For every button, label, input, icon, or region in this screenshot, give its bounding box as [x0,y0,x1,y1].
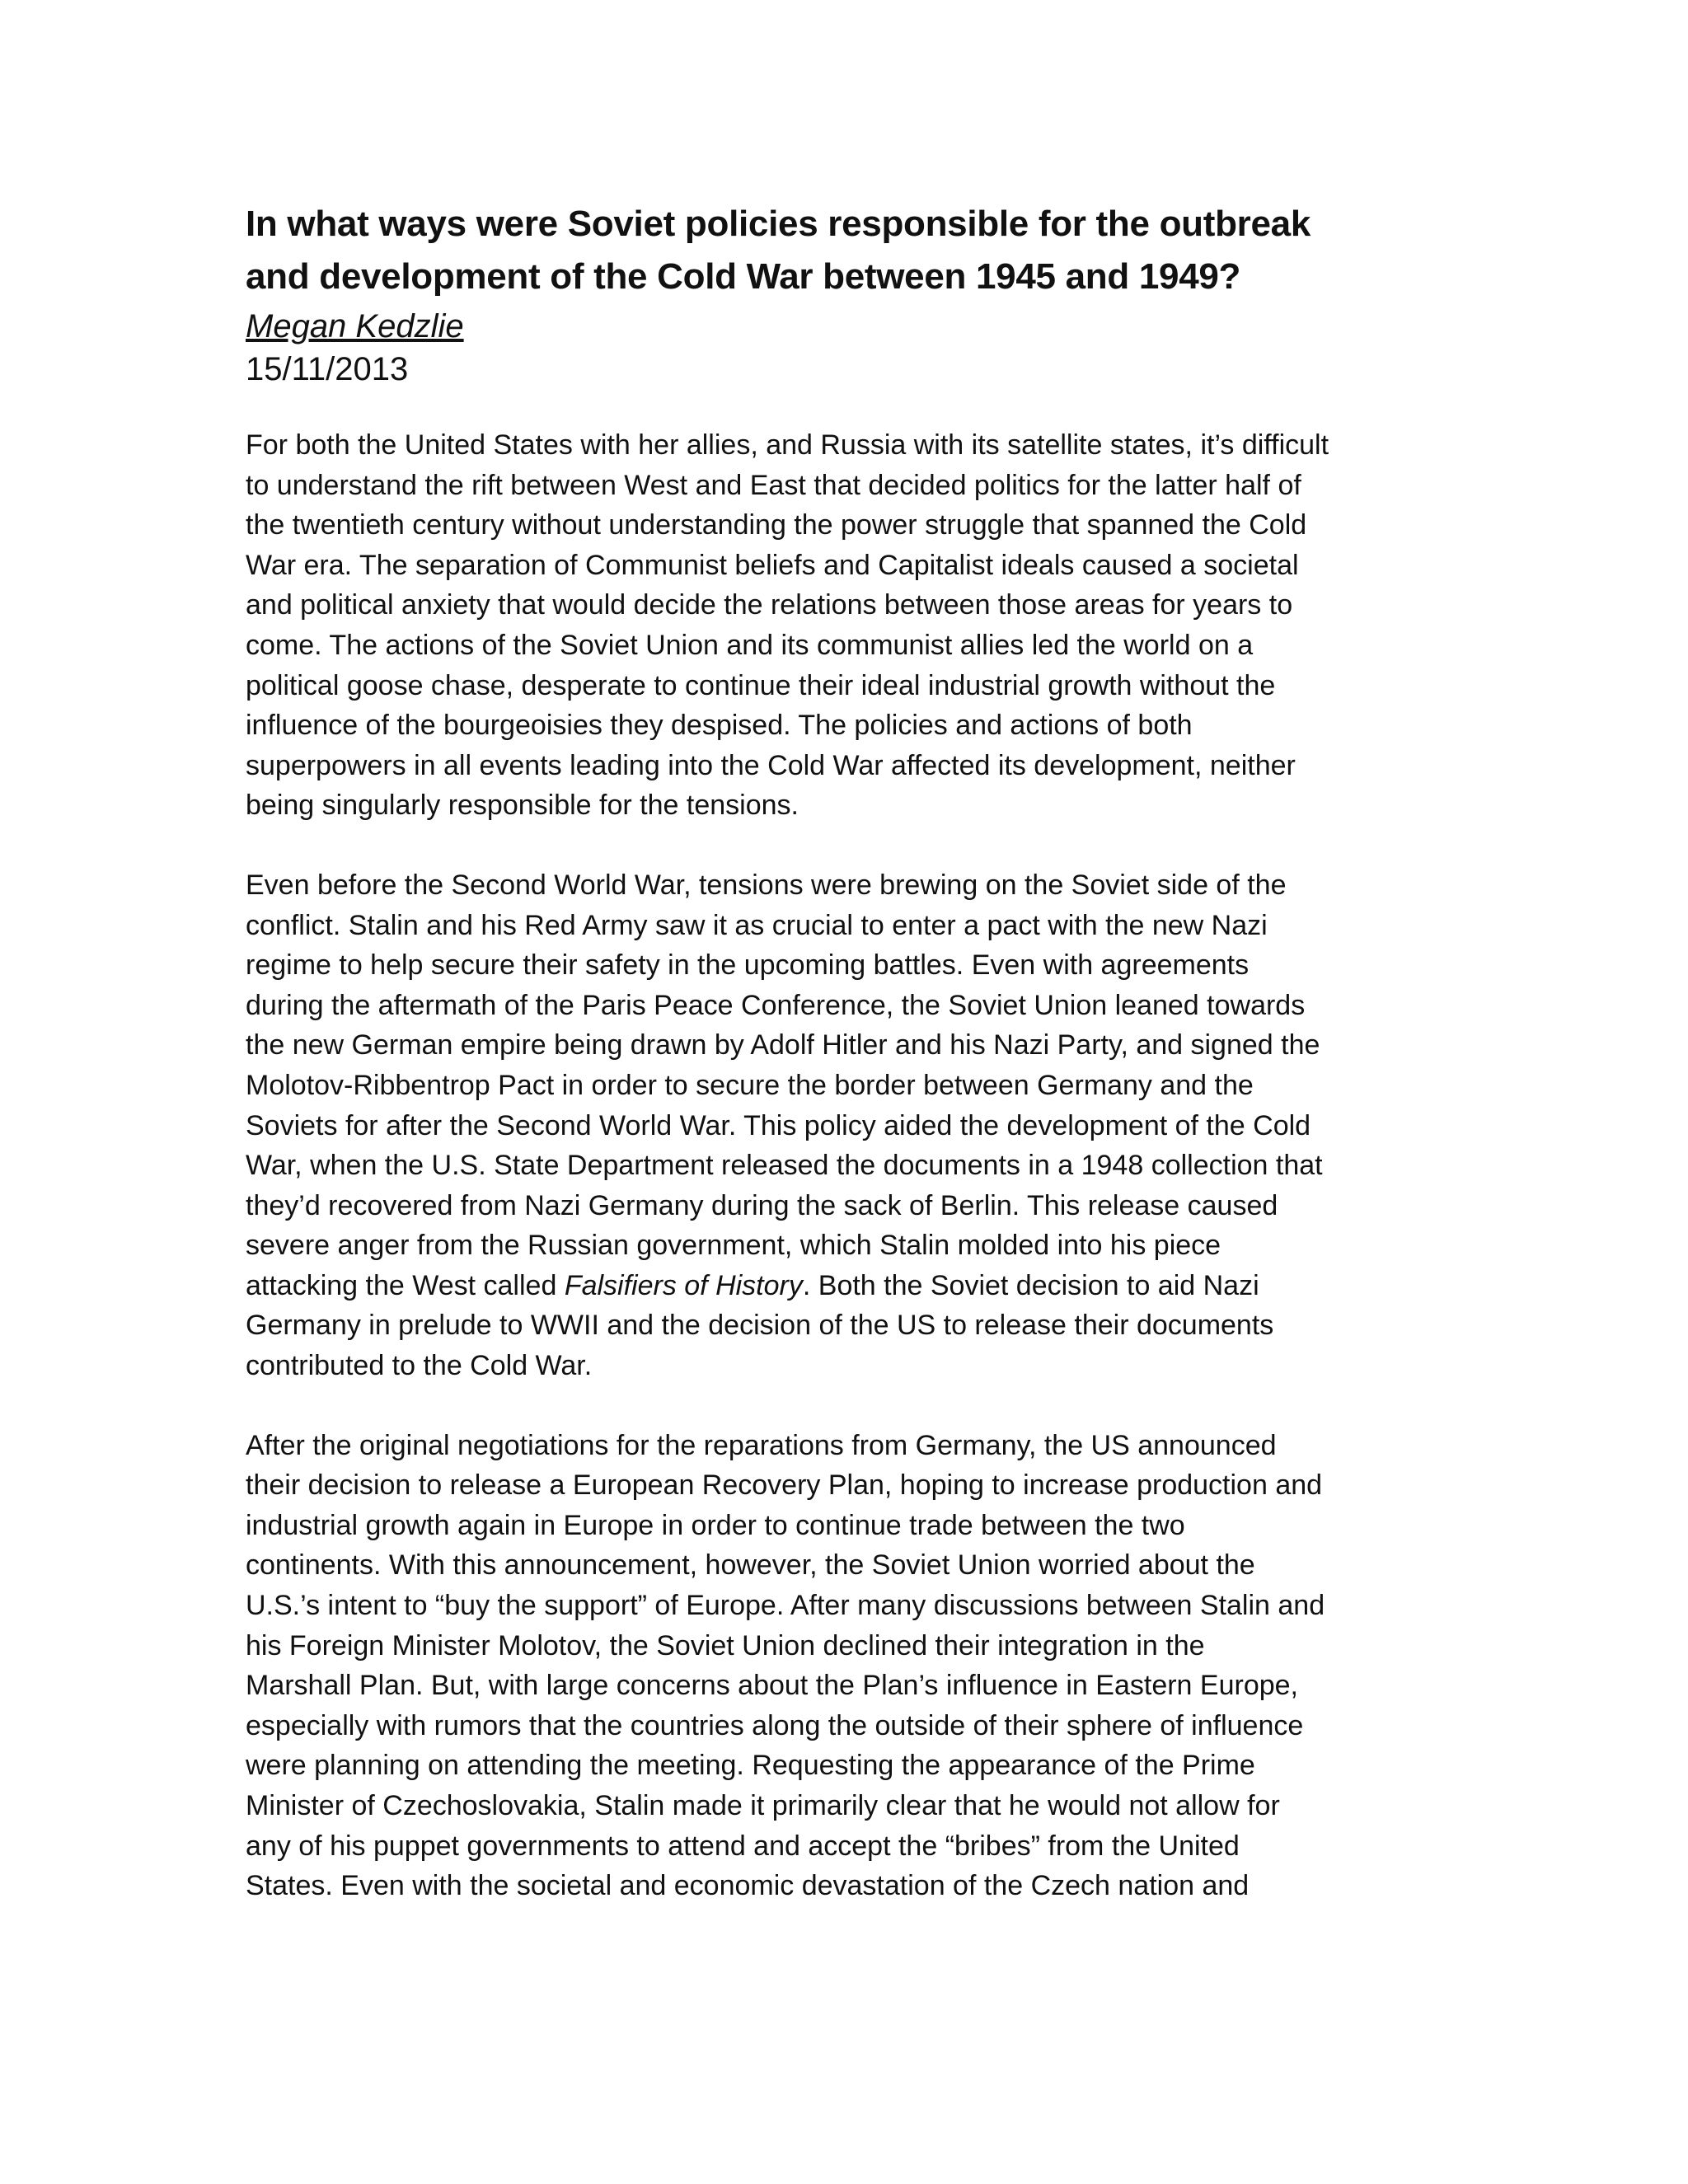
text-line: political goose chase, desperate to continue their ideal industrial growth without the [246,669,1276,701]
essay-title [246,198,1449,303]
text-line: any of his puppet governments to attend and accept the “bribes” from the United [246,1830,1240,1862]
text-line: U.S.’s intent to “buy the support” of Europe. After many discussions between Stalin and [246,1590,1325,1622]
text-line: to understand the rift between West and East that decided politics for the latter half of [246,469,1301,501]
text-line: superpowers in all events leading into the Cold War affected its development, neither [246,749,1296,781]
text-line: come. The actions of the Soviet Union and its communist allies led the world on a [246,629,1254,661]
text-line: they’d recovered from Nazi Germany during the sack of Berlin. This release caused [246,1189,1278,1221]
text-line: severe anger from the Russian government, which Stalin molded into his piece [246,1230,1221,1262]
title-line: In what ways were Soviet policies responsible for the outbreak [246,204,1311,244]
title-line: and development of the Cold War between 1945 and 1949? [246,256,1241,297]
text-line: Molotov-Ribbentrop Pact in order to secure the border between Germany and the [246,1069,1254,1101]
text-line: States. Even with the societal and economic devastation of the Czech nation and [246,1870,1250,1902]
text-fragment: attacking the West called [246,1269,565,1301]
text-line: his Foreign Minister Molotov, the Soviet Union declined their integration in the [246,1629,1205,1661]
essay-date: 15/11/2013 [246,351,409,387]
book-title-italic: Falsifiers of History [564,1269,803,1301]
text-line: Marshall Plan. But, with large concerns about the Plan’s influence in Eastern Europe, [246,1670,1298,1702]
text-line: War, when the U.S. State Department released the documents in a 1948 collection that [246,1150,1323,1182]
text-line: Soviets for after the Second World War. This policy aided the development of the Cold [246,1109,1311,1141]
text-line [246,1266,1449,1306]
document-body [246,198,1449,1906]
text-line: and political anxiety that would decide the relations between those areas for years to [246,589,1293,621]
text-line: Minister of Czechoslovakia, Stalin made it primarily clear that he would not allow for [246,1790,1280,1821]
text-line: being singularly responsible for the tensions. [246,790,799,822]
paragraph-marshall-plan [246,1426,1449,1906]
text-fragment: . Both the Soviet decision to aid Nazi [802,1269,1259,1301]
text-line: industrial growth again in Europe in order to continue trade between the two [246,1509,1185,1541]
text-line: Germany in prelude to WWII and the decision of the US to release their documents [246,1310,1274,1342]
text-line: Even before the Second World War, tensions were brewing on the Soviet side of the [246,869,1287,901]
text-line: contributed to the Cold War. [246,1350,593,1382]
text-line: the new German empire being drawn by Adolf Hitler and his Nazi Party, and signed the [246,1029,1320,1062]
text-line: their decision to release a European Recovery Plan, hoping to increase production and [246,1469,1323,1502]
text-line: War era. The separation of Communist beliefs and Capitalist ideals caused a societal [246,549,1299,581]
author-name: Megan Kedzlie [246,308,464,344]
text-line: conflict. Stalin and his Red Army saw it as crucial to enter a pact with the new Nazi [246,909,1268,941]
text-line: After the original negotiations for the reparations from Germany, the US announced [246,1429,1277,1461]
text-line: were planning on attending the meeting. Requesting the appearance of the Prime [246,1750,1255,1782]
text-line: especially with rumors that the countries along the outside of their sphere of influence [246,1709,1304,1741]
text-line: For both the United States with her allies, and Russia with its satellite states, it’s difficult [246,429,1329,461]
paragraph-introduction [246,425,1449,826]
text-line: during the aftermath of the Paris Peace Conference, the Soviet Union leaned towards [246,989,1306,1021]
text-line: influence of the bourgeoisies they despised. The policies and actions of both [246,710,1193,742]
text-line: regime to help secure their safety in the upcoming battles. Even with agreements [246,949,1250,982]
text-line: continents. With this announcement, however, the Soviet Union worried about the [246,1549,1255,1582]
text-line: the twentieth century without understanding the power struggle that spanned the Cold [246,509,1307,541]
paragraph-pre-war [246,865,1449,1386]
